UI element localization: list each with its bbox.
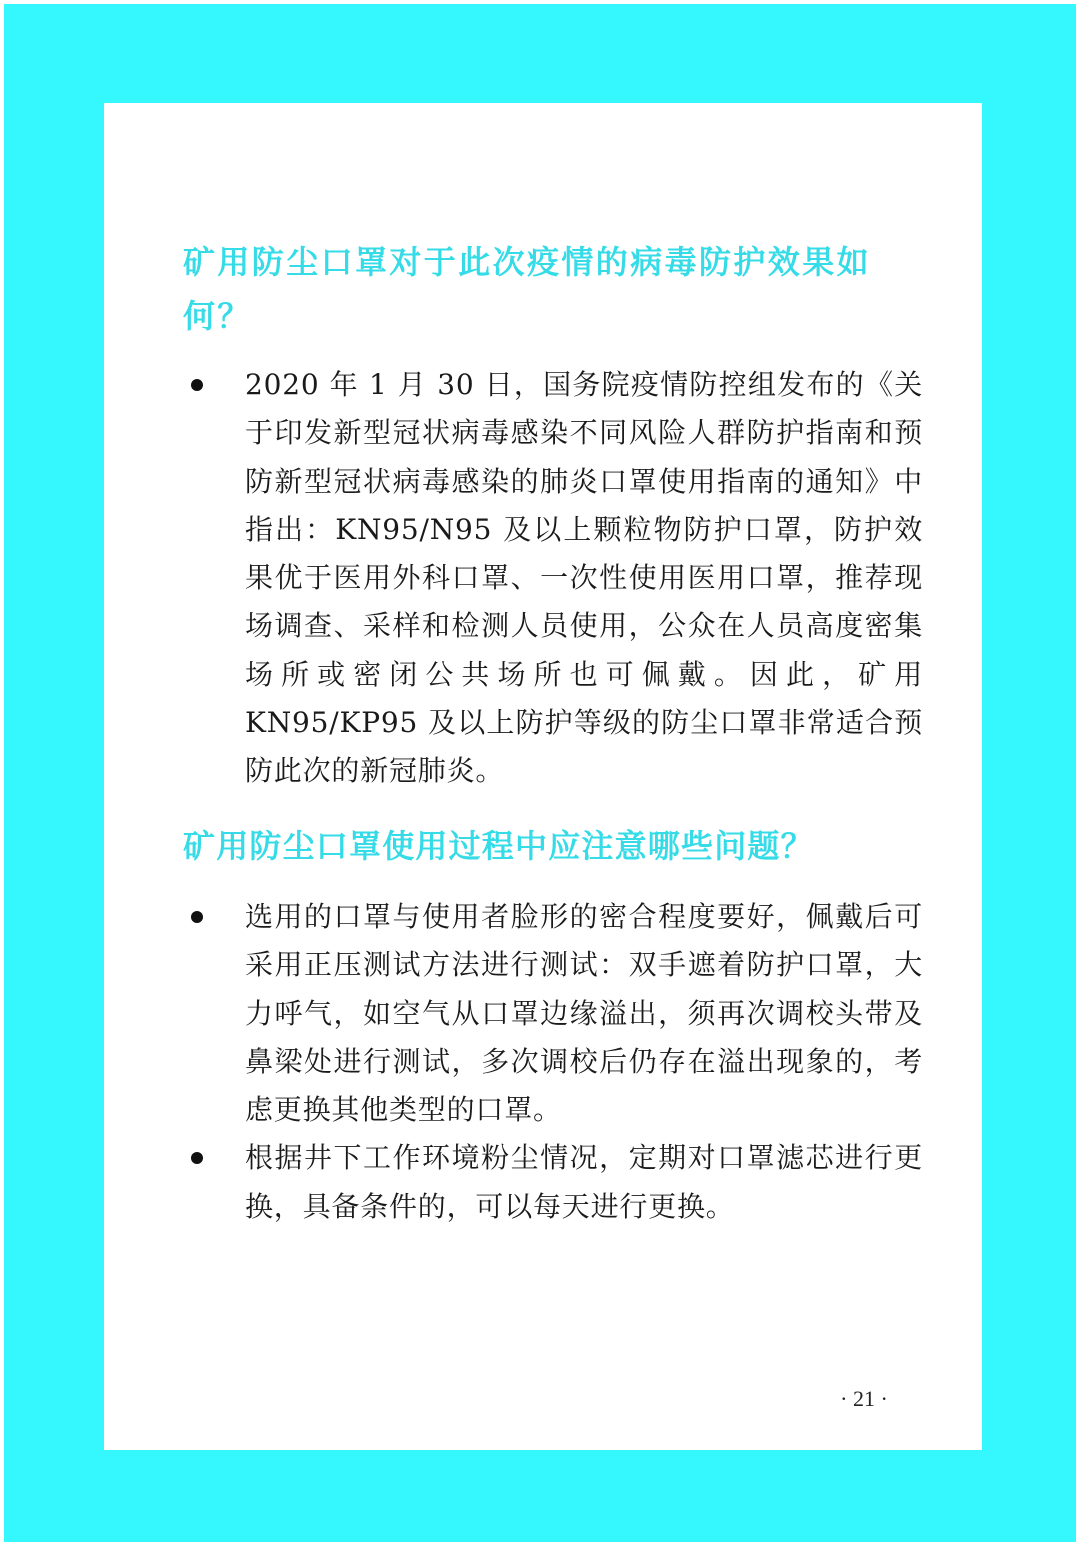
list-item-text: 根据井下工作环境粉尘情况，定期对口罩滤芯进行更换，具备条件的，可以每天进行更换。 bbox=[245, 1141, 923, 1223]
list-item-text: 选用的口罩与使用者脸形的密合程度要好，佩戴后可采用正压测试方法进行测试：双手遮着防护口罩，大力呼气，如空气从口罩边缘溢出，须再次调校头带及鼻梁处进行测试，多次调校后仍存在溢出现象的，考虑更换其他类型的口罩。 bbox=[245, 900, 923, 1127]
section-heading-1: 矿用防尘口罩对于此次疫情的病毒防护效果如何？ bbox=[183, 243, 872, 335]
list-item bbox=[183, 1134, 923, 1231]
page-number: · 21 · bbox=[840, 1386, 888, 1411]
section-2-list bbox=[183, 893, 923, 1231]
bullet-dot-icon bbox=[191, 1152, 203, 1164]
section-heading-2: 矿用防尘口罩使用过程中应注意哪些问题？ bbox=[183, 827, 814, 865]
section-1-list bbox=[183, 361, 923, 796]
list-item-text: 2020 年 1 月 30 日，国务院疫情防控组发布的《关于印发新型冠状病毒感染不同风险人群防护指南和预防新型冠状病毒感染的肺炎口罩使用指南的通知》中指出：KN95/N95 及以上颗粒物防护口罩，防护效果优于医用外科口罩、一次性使用医用口罩，推荐现场调查、采样和检测人员使用，公众在人员高度密集场所或密闭公共场所也可佩戴。因此，矿用 KN95/KP95 及以上防护等级的防尘口罩非常适合预防此次的新冠肺炎。 bbox=[245, 368, 923, 788]
page-border bbox=[4, 4, 1076, 1542]
bullet-dot-icon bbox=[191, 379, 203, 391]
page-content bbox=[104, 103, 982, 1450]
bullet-dot-icon bbox=[191, 911, 203, 923]
list-item bbox=[183, 361, 923, 796]
list-item bbox=[183, 893, 923, 1134]
